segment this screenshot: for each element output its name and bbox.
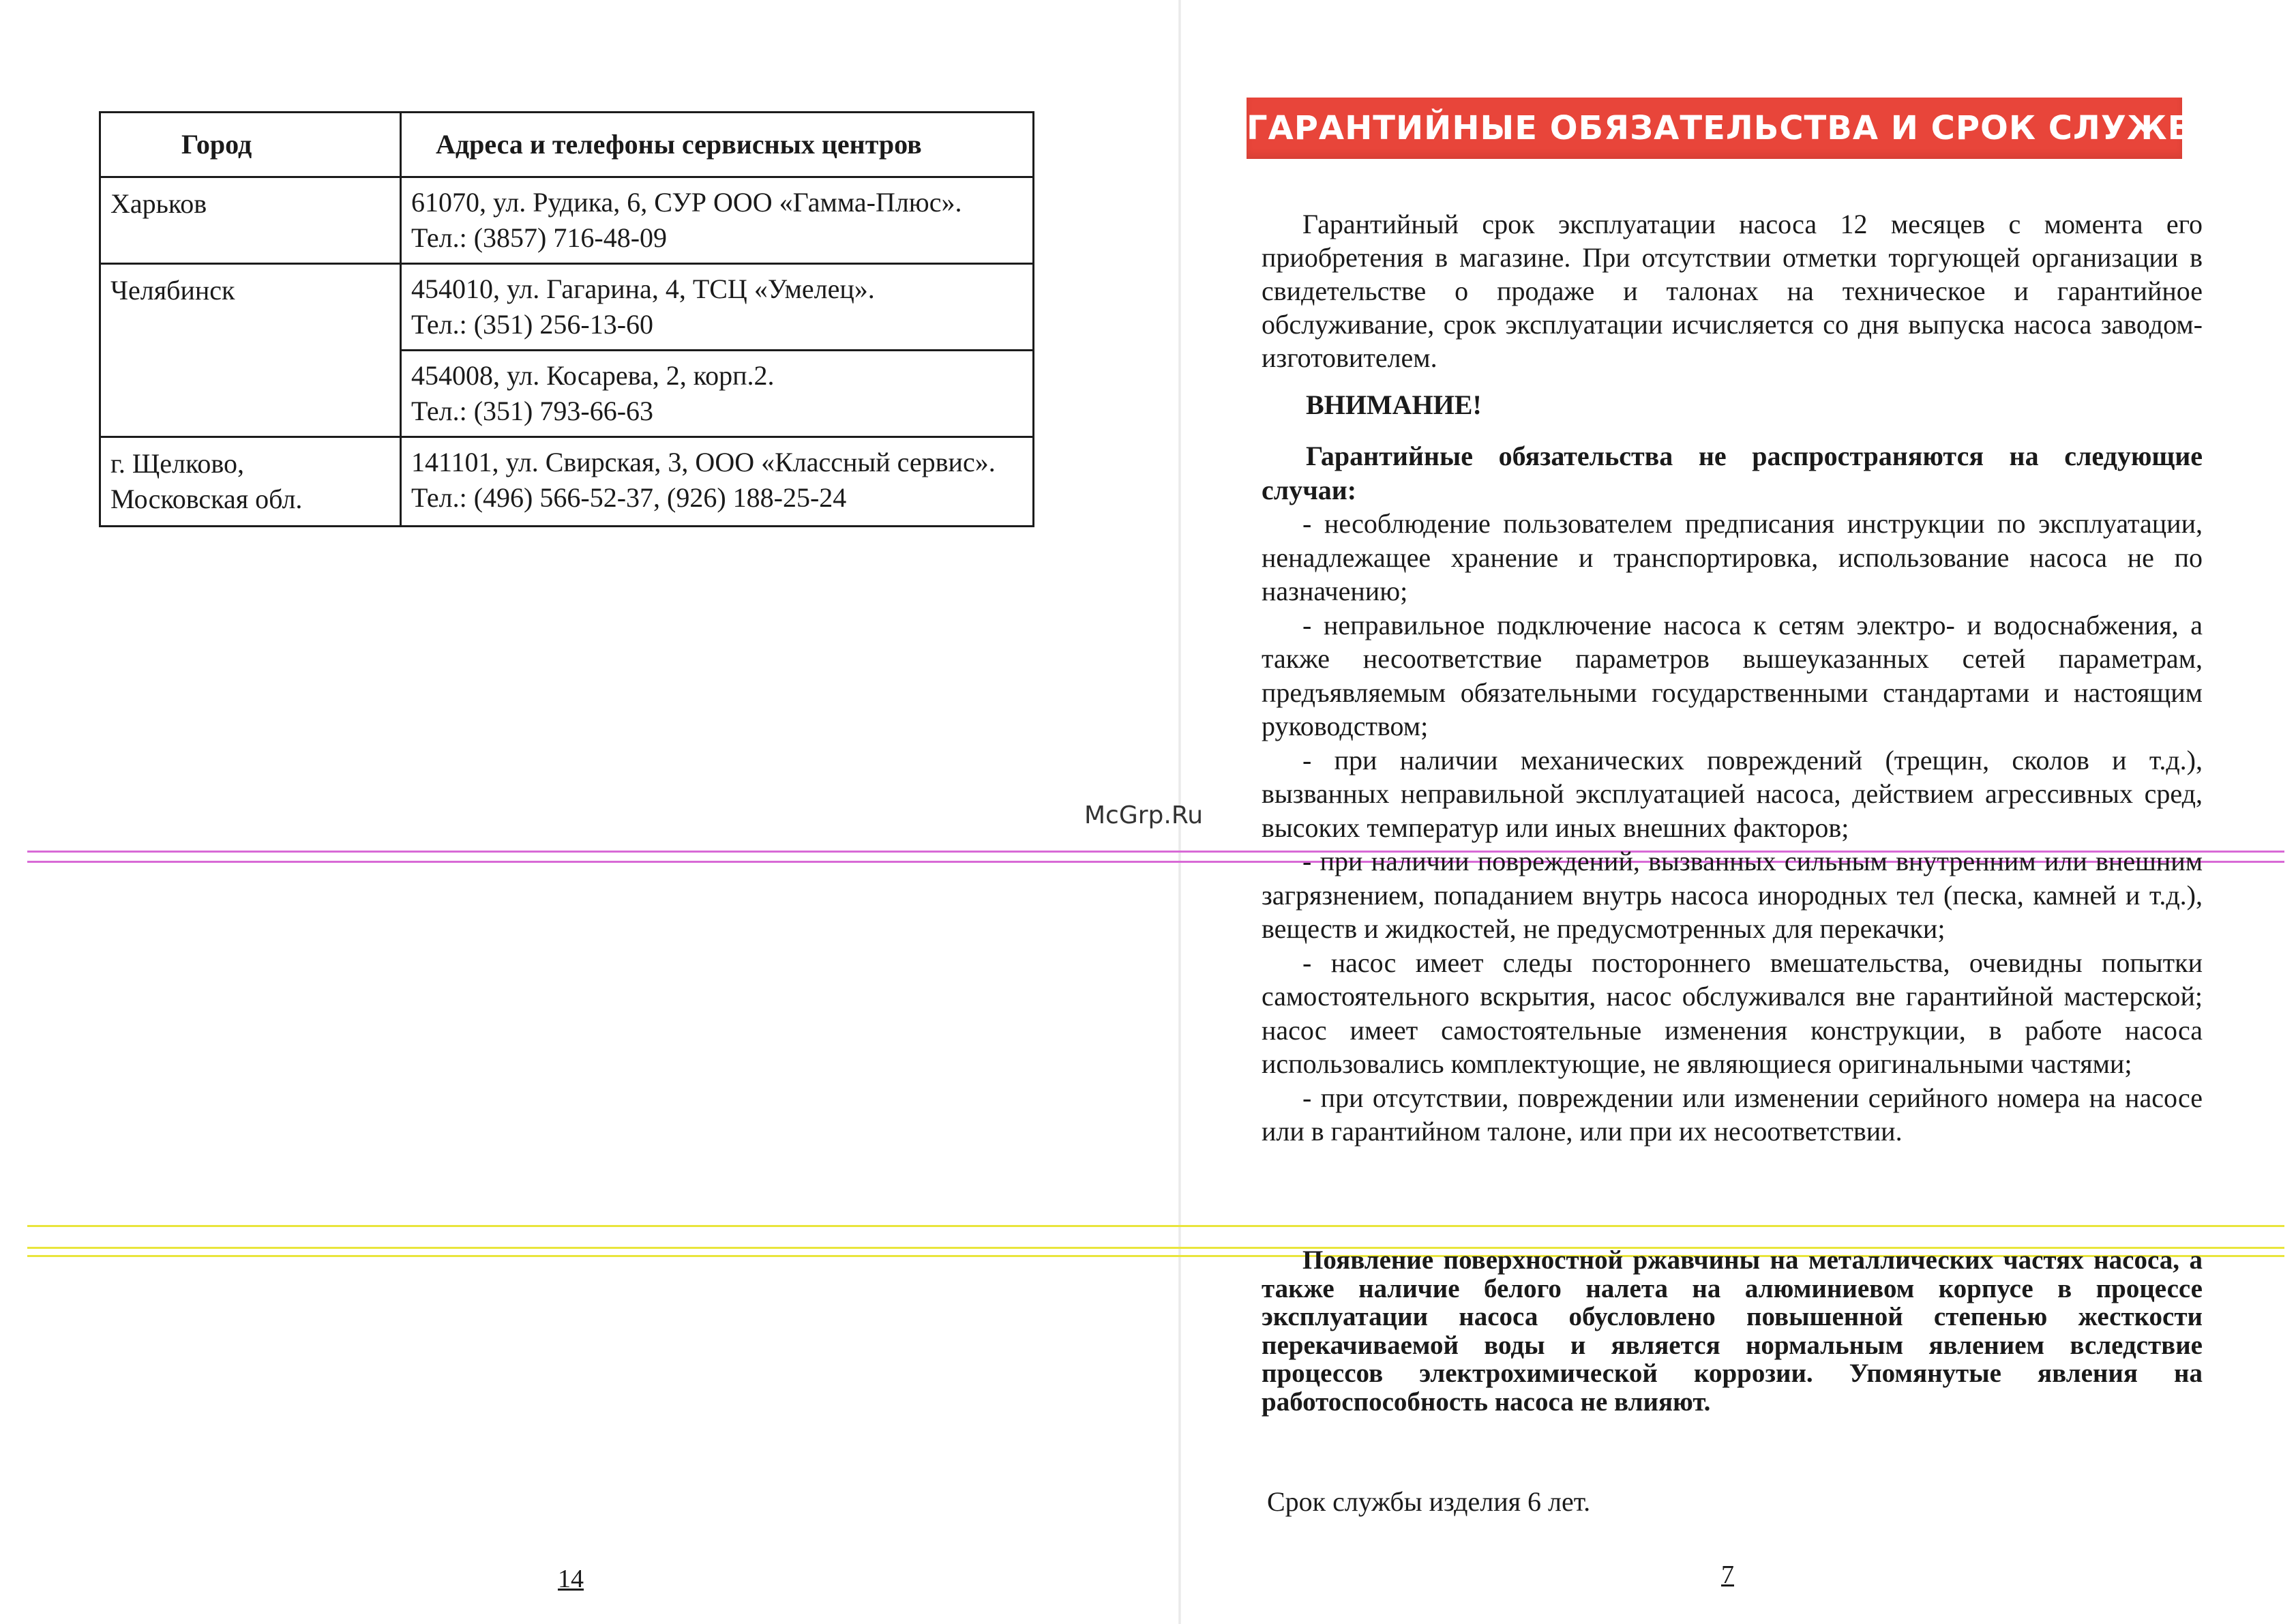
page-number-right: 7 xyxy=(1721,1561,1734,1589)
city-cell xyxy=(100,177,401,264)
list-item: - при отсутствии, повреждении или изменении серийного номера на насосе или в гарантийном талоне, или при их несоответствии. xyxy=(1262,1082,2203,1147)
city-name: г. Щелково, xyxy=(110,448,244,479)
phone-line: Тел.: (496) 566-52-37, (926) 188-25-24 xyxy=(411,482,847,513)
city-region: Московская обл. xyxy=(110,484,303,514)
list-item: - неправильное подключение насоса к сетям электро- и водоснабжения, а также несоответствие параметров вышеуказанных сетей параметрам, предъявляемым обязательными государственными стандартами и настоящим руководством; xyxy=(1262,609,2203,741)
header-address: Адреса и телефоны сервисных центров xyxy=(401,113,1034,177)
phone-line: Тел.: (351) 256-13-60 xyxy=(411,309,654,340)
city-name: Челябинск xyxy=(110,275,235,306)
city-name: Харьков xyxy=(110,188,207,219)
list-item: - при наличии механических повреждений (трещин, сколов и т.д.), вызванных неправильной эксплуатацией насоса, действием агрессивных сред, высоких температур или иных внешних факторов; xyxy=(1262,744,2203,843)
address-cell xyxy=(401,437,1034,527)
address-cell xyxy=(401,351,1034,437)
address-line: 454010, ул. Гагарина, 4, ТСЦ «Умелец». xyxy=(411,274,875,304)
address-line: 61070, ул. Рудика, 6, СУР ООО «Гамма-Плюс». xyxy=(411,187,962,218)
yellow-rule-1 xyxy=(27,1225,2284,1227)
exclusions-lead: Гарантийные обязательства не распространяются на следующие случаи: xyxy=(1262,441,2203,505)
table-row xyxy=(100,264,1034,351)
phone-line: Тел.: (351) 793-66-63 xyxy=(411,396,654,426)
list-item: - при наличии повреждений, вызванных сильным внутренним или внешним загрязнением, попаданием внутрь насоса инородных тел (песка, камней и т.д.), веществ и жидкостей, не предусмотренных для перекачки; xyxy=(1262,846,2203,944)
watermark: McGrp.Ru xyxy=(1084,801,1204,829)
rust-note: Появление поверхностной ржавчины на металлических частях насоса, а также наличие белого налета на алюминиевом корпусе в процессе эксплуатации насоса обусловлено повышенной степенью жесткости перекачиваемой воды и является нормальным явлением вследствие процессов электрохимической коррозии. Упомянутые явления на работоспособность насоса не влияют. xyxy=(1262,1245,2203,1417)
list-item: - насос имеет следы постороннего вмешательства, очевидны попытки самостоятельного вскрытия, насос обслуживался вне гарантийной мастерской; насос имеет самостоятельные изменения конструкции, в работе насоса использовались комплектующие, не являющиеся оригинальными частями; xyxy=(1262,947,2203,1079)
header-city: Город xyxy=(100,113,401,177)
table-row xyxy=(100,177,1034,264)
list-item: - несоблюдение пользователем предписания инструкции по эксплуатации, ненадлежащее хранение и транспортировка, использование насоса не по назначению; xyxy=(1262,508,2203,606)
address-line: 454008, ул. Косарева, 2, корп.2. xyxy=(411,360,775,391)
service-centers-table xyxy=(99,111,1034,527)
city-cell xyxy=(100,437,401,527)
section-title: ГАРАНТИЙНЫЕ ОБЯЗАТЕЛЬСТВА И СРОК СЛУЖБЫ xyxy=(1247,98,2182,159)
table-header-row xyxy=(100,113,1034,177)
exclusions-block xyxy=(1262,439,2203,1149)
service-life: Срок службы изделия 6 лет. xyxy=(1267,1486,1591,1517)
table-row xyxy=(100,437,1034,527)
attention-heading: ВНИМАНИЕ! xyxy=(1306,389,1482,420)
address-line: 141101, ул. Свирская, 3, ООО «Классный сервис». xyxy=(411,447,996,477)
phone-line: Тел.: (3857) 716-48-09 xyxy=(411,222,668,253)
page-number-left: 14 xyxy=(558,1565,584,1593)
warranty-paragraph: Гарантийный срок эксплуатации насоса 12 месяцев с момента его приобретения в магазине. При отсутствии отметки торгующей организации в свидетельстве о продаже и талонах на техническое и гарантийное обслуживание, срок эксплуатации исчисляется со дня выпуска насоса заводом-изготовителем. xyxy=(1262,209,2203,373)
address-cell xyxy=(401,264,1034,351)
city-cell xyxy=(100,264,401,437)
address-cell xyxy=(401,177,1034,264)
